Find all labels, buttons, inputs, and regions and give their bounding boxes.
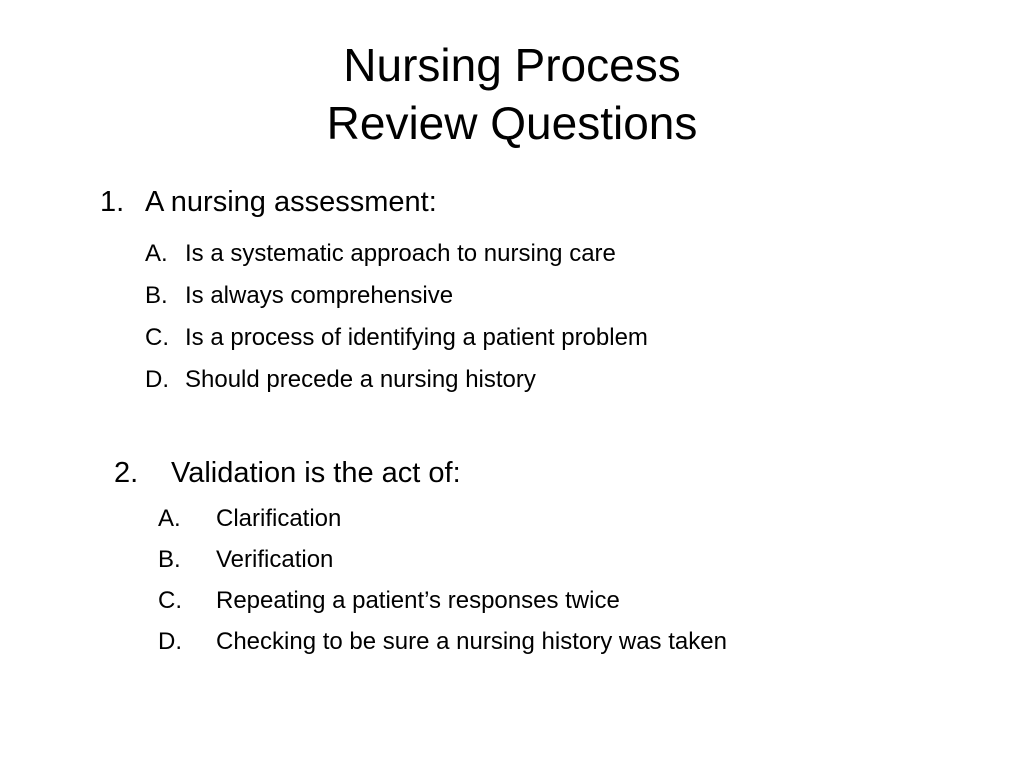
option-text: Repeating a patient’s responses twice <box>216 587 620 614</box>
question-1 <box>100 184 437 220</box>
question-text: Validation is the act of: <box>171 457 461 489</box>
option-item <box>145 320 648 362</box>
option-text: Is a systematic approach to nursing care <box>185 240 616 267</box>
option-text: Checking to be sure a nursing history was taken <box>216 628 727 655</box>
slide-title-line-2: Review Questions <box>326 97 698 149</box>
option-letter: C. <box>145 324 169 351</box>
slide-title-line-1: Nursing Process <box>343 39 681 91</box>
question-1-options <box>145 236 648 404</box>
option-item <box>158 502 727 543</box>
option-item <box>145 236 648 278</box>
option-letter: A. <box>158 505 181 532</box>
option-text: Is always comprehensive <box>185 282 454 309</box>
option-item <box>145 362 648 404</box>
option-letter: A. <box>145 240 168 267</box>
question-text: A nursing assessment: <box>145 186 437 218</box>
option-text: Is a process of identifying a patient problem <box>185 324 648 351</box>
question-number: 2. <box>114 457 139 489</box>
option-item <box>158 584 727 625</box>
option-letter: C. <box>158 587 182 614</box>
option-letter: D. <box>145 366 169 393</box>
question-2-options <box>158 502 727 666</box>
option-item <box>158 543 727 584</box>
option-item <box>158 625 727 666</box>
slide-title <box>0 36 1024 152</box>
option-text: Should precede a nursing history <box>185 366 536 393</box>
option-item <box>145 278 648 320</box>
option-text: Clarification <box>216 505 342 532</box>
option-text: Verification <box>216 546 334 573</box>
question-2 <box>114 455 461 491</box>
option-letter: B. <box>158 546 181 573</box>
option-letter: B. <box>145 282 168 309</box>
question-number: 1. <box>100 186 125 218</box>
option-letter: D. <box>158 628 182 655</box>
